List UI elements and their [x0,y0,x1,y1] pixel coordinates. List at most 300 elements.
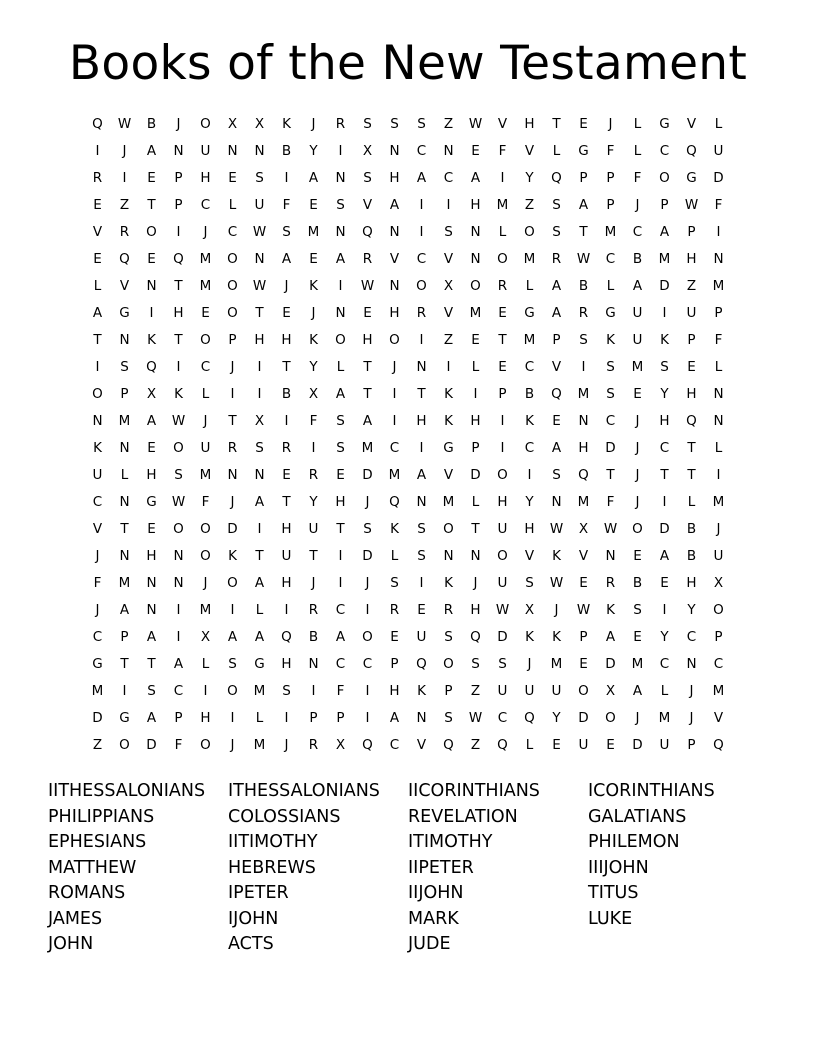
grid-letter: Q [173,251,184,267]
grid-letter: N [605,548,616,564]
grid-letter: I [500,170,505,186]
grid-letter: L [93,278,102,294]
grid-letter: O [389,332,400,348]
grid-letter: X [254,116,265,132]
grid-letter: F [714,332,723,348]
grid-row [84,597,732,624]
grid-letter: H [200,710,211,726]
grid-letter: V [713,710,724,726]
grid-letter: K [552,548,561,564]
grid-letter: Z [470,737,481,753]
grid-letter: E [309,251,318,267]
grid-letter: C [497,710,508,726]
grid-letter: D [497,629,508,645]
grid-letter: T [579,224,588,240]
grid-letter: S [498,656,507,672]
grid-letter: S [363,521,372,537]
grid-letter: K [444,386,453,402]
grid-letter: C [227,224,238,240]
grid-letter: S [525,575,534,591]
grid-letter: T [363,386,372,402]
grid-letter: W [684,197,699,213]
grid-letter: X [524,602,535,618]
grid-letter: J [608,116,613,132]
grid-letter: I [176,629,181,645]
grid-letter: I [500,440,505,456]
grid-letter: Q [551,170,562,186]
grid-letter: J [635,197,640,213]
grid-letter: S [336,440,345,456]
grid-letter: H [578,440,589,456]
grid-letter: C [632,224,643,240]
grid-letter: P [714,629,723,645]
grid-row [84,516,732,543]
grid-letter: N [470,548,481,564]
grid-letter: I [446,359,451,375]
grid-letter: A [551,278,562,294]
grid-letter: B [578,278,589,294]
grid-letter: J [473,575,478,591]
grid-letter: X [578,521,589,537]
grid-letter: A [173,656,184,672]
grid-letter: P [687,737,696,753]
grid-letter: N [551,494,562,510]
grid-letter: G [146,494,157,510]
grid-letter: I [311,440,316,456]
grid-letter: E [687,359,696,375]
grid-letter: W [576,602,591,618]
grid-letter: C [173,683,184,699]
grid-letter: Q [551,386,562,402]
grid-letter: A [659,224,670,240]
grid-letter: W [252,278,267,294]
grid-letter: M [712,683,725,699]
grid-letter: I [338,548,343,564]
grid-letter: M [91,683,104,699]
grid-letter: L [255,710,264,726]
grid-letter: O [119,737,130,753]
grid-letter: T [255,548,264,564]
grid-letter: N [119,494,130,510]
grid-letter: P [714,305,723,321]
grid-letter: S [336,197,345,213]
grid-letter: S [444,710,453,726]
grid-letter: O [173,440,184,456]
word-list-item: ICORINTHIANS [588,781,715,801]
grid-letter: B [308,629,319,645]
word-list-item: IIJOHN [408,883,464,903]
grid-letter: B [281,143,292,159]
grid-letter: B [686,548,697,564]
grid-letter: F [633,170,642,186]
grid-letter: E [498,305,507,321]
grid-letter: O [227,305,238,321]
grid-letter: I [500,413,505,429]
grid-letter: T [552,116,561,132]
grid-letter: T [93,332,102,348]
grid-letter: E [633,548,642,564]
grid-letter: A [416,467,427,483]
grid-letter: B [524,386,535,402]
grid-letter: J [311,575,316,591]
word-list-item: JOHN [48,934,94,954]
grid-letter: T [120,656,129,672]
grid-letter: R [335,116,346,132]
grid-letter: E [228,170,237,186]
grid-letter: U [200,143,211,159]
grid-letter: G [578,143,589,159]
grid-letter: E [471,332,480,348]
grid-letter: N [146,278,157,294]
grid-letter: I [176,602,181,618]
word-list-item: COLOSSIANS [228,806,341,827]
grid-letter: I [338,143,343,159]
grid-letter: N [713,251,724,267]
grid-letter: R [551,251,562,267]
grid-letter: E [336,467,345,483]
grid-letter: J [284,278,289,294]
grid-letter: F [714,197,723,213]
grid-letter: Q [416,656,427,672]
grid-letter: E [660,575,669,591]
grid-row [84,381,732,408]
grid-letter: P [174,170,183,186]
grid-letter: Y [660,386,669,402]
grid-letter: L [714,116,723,132]
grid-letter: C [659,440,670,456]
grid-letter: S [255,440,264,456]
grid-letter: K [147,332,156,348]
grid-letter: R [308,602,319,618]
grid-letter: C [713,656,724,672]
grid-letter: H [470,197,481,213]
grid-letter: N [227,143,238,159]
grid-letter: D [362,548,373,564]
grid-letter: O [659,170,670,186]
grid-letter: D [470,467,481,483]
grid-letter: U [497,575,508,591]
grid-letter: J [554,602,559,618]
grid-letter: L [714,440,723,456]
grid-letter: B [281,386,292,402]
word-list-item: IITIMOTHY [228,832,318,852]
grid-letter: Z [524,197,535,213]
grid-letter: P [390,656,399,672]
grid-letter: M [199,602,212,618]
grid-letter: H [254,332,265,348]
page-title: Books of the New Testament [68,36,748,91]
grid-letter: U [713,548,724,564]
grid-letter: N [389,143,400,159]
grid-letter: K [444,413,453,429]
grid-letter: L [120,467,129,483]
word-list-item: GALATIANS [588,806,687,827]
grid-letter: N [713,386,724,402]
word-list-item: MATTHEW [48,857,137,878]
grid-letter: R [416,305,427,321]
grid-row [84,111,732,138]
grid-letter: X [146,386,157,402]
grid-letter: F [201,494,210,510]
grid-letter: Z [92,737,103,753]
grid-letter: N [146,602,157,618]
grid-letter: Q [146,359,157,375]
grid-letter: U [632,305,643,321]
grid-letter: M [523,332,536,348]
grid-letter: A [389,197,400,213]
grid-letter: E [147,251,156,267]
grid-letter: V [524,548,535,564]
grid-letter: T [147,197,156,213]
grid-letter: Q [497,737,508,753]
grid-letter: P [579,629,588,645]
grid-letter: I [176,359,181,375]
grid-letter: K [93,440,102,456]
grid-letter: V [389,251,400,267]
grid-letter: S [471,656,480,672]
grid-row [84,165,732,192]
grid-letter: J [176,116,181,132]
grid-letter: N [686,656,697,672]
grid-letter: T [363,359,372,375]
grid-letter: H [416,413,427,429]
grid-letter: H [497,494,508,510]
grid-letter: U [686,305,697,321]
grid-letter: V [686,116,697,132]
grid-letter: E [93,251,102,267]
grid-letter: I [338,278,343,294]
grid-letter: U [200,440,211,456]
grid-letter: A [416,170,427,186]
grid-letter: I [365,683,370,699]
grid-letter: P [228,332,237,348]
grid-letter: I [662,494,667,510]
grid-letter: H [659,413,670,429]
grid-letter: K [174,386,183,402]
grid-letter: N [119,440,130,456]
grid-letter: U [416,629,427,645]
grid-letter: Z [443,332,454,348]
grid-letter: F [498,143,507,159]
grid-letter: Z [119,197,130,213]
grid-letter: I [419,332,424,348]
grid-letter: A [632,278,643,294]
grid-letter: O [200,521,211,537]
grid-letter: H [281,656,292,672]
grid-letter: W [576,251,591,267]
grid-letter: O [173,521,184,537]
grid-letter: N [335,170,346,186]
grid-letter: I [446,197,451,213]
grid-letter: D [146,737,157,753]
grid-letter: S [579,332,588,348]
grid-letter: E [552,737,561,753]
grid-letter: I [311,683,316,699]
grid-letter: X [227,116,238,132]
grid-letter: P [498,386,507,402]
grid-letter: U [551,683,562,699]
grid-letter: A [308,170,319,186]
grid-letter: A [146,629,157,645]
grid-letter: A [632,683,643,699]
grid-letter: I [257,521,262,537]
grid-letter: A [119,602,130,618]
grid-letter: S [417,521,426,537]
word-list-item: ACTS [228,934,274,954]
grid-letter: O [470,278,481,294]
grid-row [84,354,732,381]
grid-letter: I [284,602,289,618]
grid-letter: X [335,737,346,753]
grid-letter: O [605,710,616,726]
grid-row [84,705,732,732]
grid-letter: E [606,737,615,753]
grid-letter: L [336,359,345,375]
grid-letter: I [95,359,100,375]
grid-letter: K [660,332,669,348]
grid-letter: B [686,521,697,537]
grid-letter: A [335,386,346,402]
grid-letter: N [416,494,427,510]
grid-letter: I [284,710,289,726]
grid-letter: M [118,575,131,591]
grid-letter: E [93,197,102,213]
grid-letter: M [253,737,266,753]
grid-letter: C [443,170,454,186]
grid-letter: S [633,602,642,618]
grid-letter: P [309,710,318,726]
grid-letter: L [471,494,480,510]
grid-letter: G [119,710,130,726]
grid-letter: Y [552,710,561,726]
grid-letter: T [309,548,318,564]
grid-letter: Q [524,710,535,726]
grid-letter: I [419,575,424,591]
grid-letter: J [392,359,397,375]
grid-letter: S [282,224,291,240]
grid-letter: E [579,575,588,591]
word-list-item: IIIJOHN [588,857,649,878]
grid-letter: E [309,197,318,213]
grid-letter: G [686,170,697,186]
grid-letter: M [631,359,644,375]
grid-letter: I [392,413,397,429]
grid-letter: N [470,251,481,267]
grid-letter: T [471,521,480,537]
grid-letter: H [335,494,346,510]
grid-letter: A [281,251,292,267]
grid-letter: K [282,116,291,132]
word-list-item: IPETER [228,883,289,903]
grid-letter: E [147,521,156,537]
grid-letter: Q [578,467,589,483]
grid-row [84,273,732,300]
grid-letter: E [282,305,291,321]
grid-letter: Z [443,116,454,132]
grid-row [84,408,732,435]
grid-letter: I [257,359,262,375]
grid-letter: L [633,116,642,132]
grid-letter: R [92,170,103,186]
grid-letter: I [473,386,478,402]
grid-letter: P [444,683,453,699]
grid-letter: V [443,305,454,321]
grid-letter: N [254,467,265,483]
grid-letter: Q [281,629,292,645]
grid-letter: I [662,602,667,618]
grid-letter: W [603,521,618,537]
grid-letter: E [417,602,426,618]
grid-letter: M [307,224,320,240]
grid-letter: H [470,602,481,618]
grid-letter: C [389,440,400,456]
grid-letter: J [689,710,694,726]
grid-letter: F [309,413,318,429]
grid-letter: I [392,386,397,402]
grid-letter: M [631,656,644,672]
grid-letter: L [660,683,669,699]
grid-letter: N [146,575,157,591]
grid-letter: T [417,386,426,402]
grid-letter: A [146,413,157,429]
grid-letter: A [659,548,670,564]
grid-letter: J [122,143,127,159]
grid-letter: W [117,116,132,132]
grid-letter: E [579,116,588,132]
grid-letter: M [604,224,617,240]
grid-letter: S [174,467,183,483]
grid-letter: I [338,575,343,591]
grid-letter: X [605,683,616,699]
grid-letter: U [659,737,670,753]
grid-letter: U [497,683,508,699]
grid-letter: J [635,494,640,510]
grid-letter: X [362,143,373,159]
grid-letter: S [120,359,129,375]
grid-letter: M [577,494,590,510]
grid-letter: W [549,521,564,537]
grid-letter: N [119,548,130,564]
grid-letter: K [525,629,534,645]
grid-letter: L [471,359,480,375]
grid-letter: X [713,575,724,591]
grid-letter: S [228,656,237,672]
grid-letter: I [230,710,235,726]
grid-letter: H [146,467,157,483]
grid-letter: R [308,467,319,483]
word-list-item: HEBREWS [228,857,316,878]
grid-letter: J [230,359,235,375]
grid-letter: V [524,143,535,159]
grid-letter: I [716,467,721,483]
grid-letter: O [497,251,508,267]
grid-letter: N [254,143,265,159]
grid-letter: J [311,305,316,321]
grid-letter: Q [443,737,454,753]
grid-letter: Y [525,494,534,510]
grid-letter: U [713,143,724,159]
grid-letter: P [579,170,588,186]
word-list-item: IICORINTHIANS [408,781,540,801]
grid-letter: C [92,629,103,645]
grid-letter: J [311,116,316,132]
grid-letter: O [92,386,103,402]
grid-letter: R [389,602,400,618]
grid-letter: N [173,548,184,564]
grid-letter: L [525,278,534,294]
grid-letter: K [309,278,318,294]
grid-letter: R [308,737,319,753]
